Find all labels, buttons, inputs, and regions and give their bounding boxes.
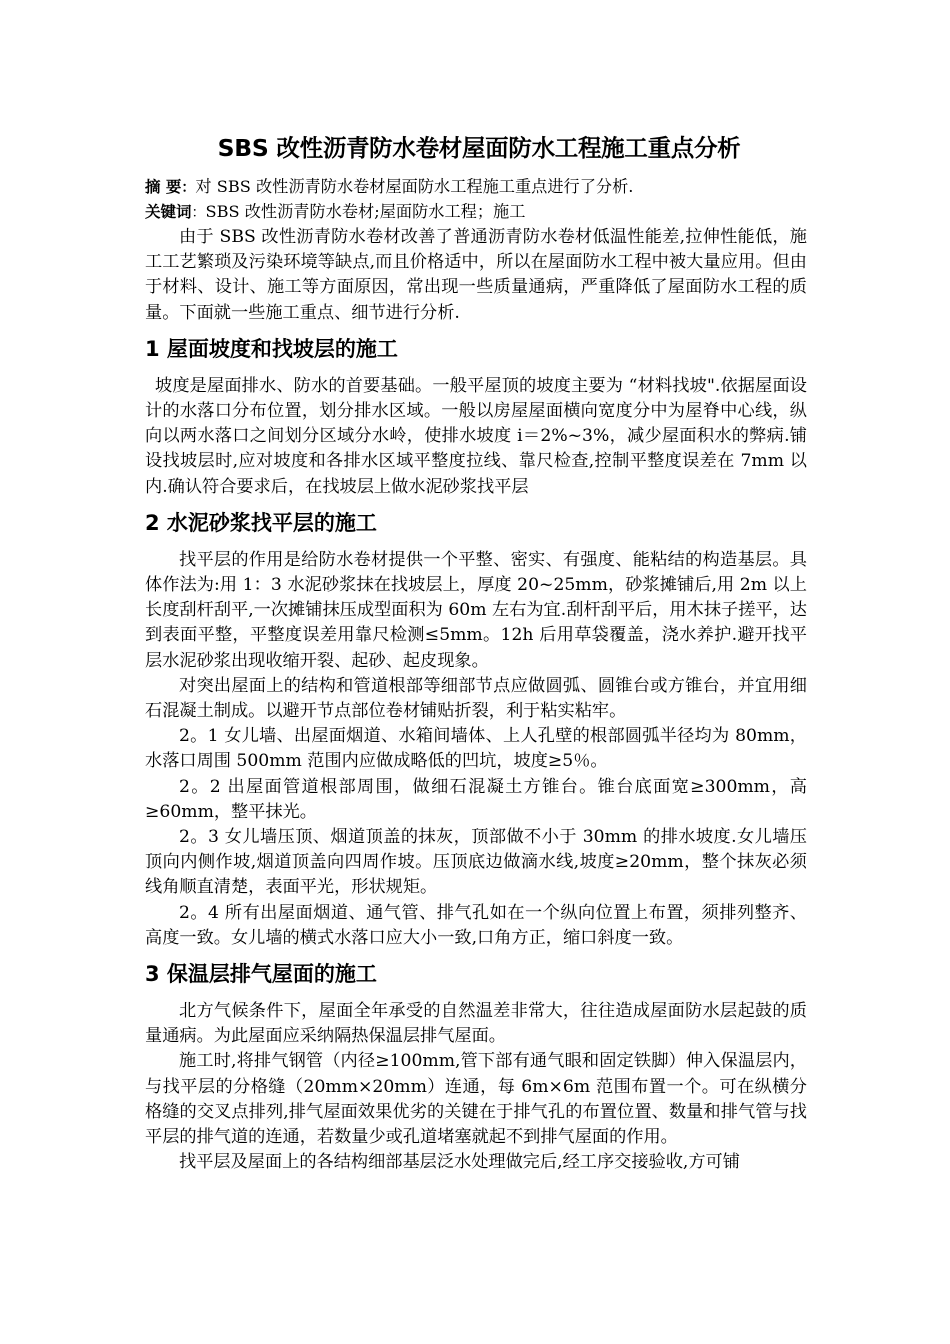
abstract-label: 摘 要 [145,178,182,196]
abstract-separator: ： [181,180,196,196]
document-page [145,128,807,1176]
section-2-4-paragraph: 2。4 所有出屋面烟道、通气管、排气孔如在一个纵向位置上布置，须排列整齐、高度一致。女儿墙的横式水落口应大小一致,口角方正，缩口斜度一致。 [145,902,807,948]
document-title: SBS 改性沥青防水卷材屋面防水工程施工重点分析 [217,134,741,162]
keywords-separator: ： [191,205,206,221]
abstract-text: 对 SBS 改性沥青防水卷材屋面防水工程施工重点进行了分析. [195,177,634,196]
section-2-1-paragraph: 2。1 女儿墙、出屋面烟道、水箱间墙体、上人孔壁的根部圆弧半径均为 80mm，水落口周围 500mm 范围内应做成略低的凹坑，坡度≥5％。 [145,726,807,772]
abstract-line [145,175,807,200]
keywords-label: 关键词 [145,203,192,221]
section-1-paragraph: 坡度是屋面排水、防水的首要基础。一般平屋顶的坡度主要为 “材料找坡".依据屋面设计的水落口分布位置，划分排水区域。一般以房屋屋面横向宽度分中为屋脊中心线，纵向以两水落口之间划分区域分水岭，使排水坡度 i＝2%~3%，减少屋面积水的弊病.铺设找坡层时,应对坡度和各排水区域平整度拉线、靠尺检查,控制平整度误差在 7mm 以内.确认符合要求后，在找坡层上做水泥砂浆找平层 [145,375,807,497]
keywords-text: SBS 改性沥青防水卷材;屋面防水工程；施工 [205,202,526,221]
section-1-heading: 1 屋面坡度和找坡层的施工 [145,336,398,361]
section-2-paragraph: 对突出屋面上的结构和管道根部等细部节点应做圆弧、圆锥台或方锥台，并宜用细石混凝土制成。以避开节点部位卷材铺贴折裂，利于粘实粘牢。 [145,675,807,722]
section-2-paragraph: 找平层的作用是给防水卷材提供一个平整、密实、有强度、能粘结的构造基层。具体作法为:用 1：3 水泥砂浆抹在找坡层上，厚度 20~25mm，砂浆摊铺后,用 2m 以上长度刮杆刮平,一次摊铺抹压成型面积为 60m 左右为宜.刮杆刮平后，用木抹子搓平，达到表面平整，平整度误差用靠尺检测≤5mm。12h 后用草袋覆盖，浇水养护.避开找平层水泥砂浆出现收缩开裂、起砂、起皮现象。 [145,549,807,671]
section-3-heading: 3 保温层排气屋面的施工 [145,962,377,987]
section-3-paragraph: 北方气候条件下，屋面全年承受的自然温差非常大，往往造成屋面防水层起鼓的质量通病。为此屋面应采纳隔热保温层排气屋面。 [145,1001,807,1047]
section-2-3-paragraph: 2。3 女儿墙压顶、烟道顶盖的抹灰，顶部做不小于 30mm 的排水坡度.女儿墙压顶向内侧作坡,烟道顶盖向四周作坡。压顶底边做滴水线,坡度≥20mm，整个抹灰必须线角顺直清楚，表面平光，形状规矩。 [145,827,807,898]
section-3-paragraph: 找平层及屋面上的各结构细部基层泛水处理做完后,经工序交接验收,方可铺 [179,1152,740,1173]
section-2-heading: 2 水泥砂浆找平层的施工 [145,510,377,535]
section-3-paragraph: 施工时,将排气钢管（内径≥100mm,管下部有通气眼和固定铁脚）伸入保温层内，与找平层的分格缝（20mm×20mm）连通，每 6m×6m 范围布置一个。可在纵横分格缝的交叉点排列,排气屋面效果优劣的关键在于排气孔的布置位置、数量和排气管与找平层的排气道的连通，若数量少或孔道堵塞就起不到排气屋面的作用。 [145,1051,807,1148]
section-2-2-paragraph: 2。2 出屋面管道根部周围，做细石混凝土方锥台。锥台底面宽≥300mm，高≥60mm，整平抹光。 [145,776,807,822]
keywords-line [145,200,807,225]
intro-paragraph: 由于 SBS 改性沥青防水卷材改善了普通沥青防水卷材低温性能差,拉伸性能低，施工工艺繁琐及污染环境等缺点,而且价格适中，所以在屋面防水工程中被大量应用。但由于材料、设计、施工等方面原因，常出现一些质量通病，严重降低了屋面防水工程的质量。下面就一些施工重点、细节进行分析. [145,227,807,323]
